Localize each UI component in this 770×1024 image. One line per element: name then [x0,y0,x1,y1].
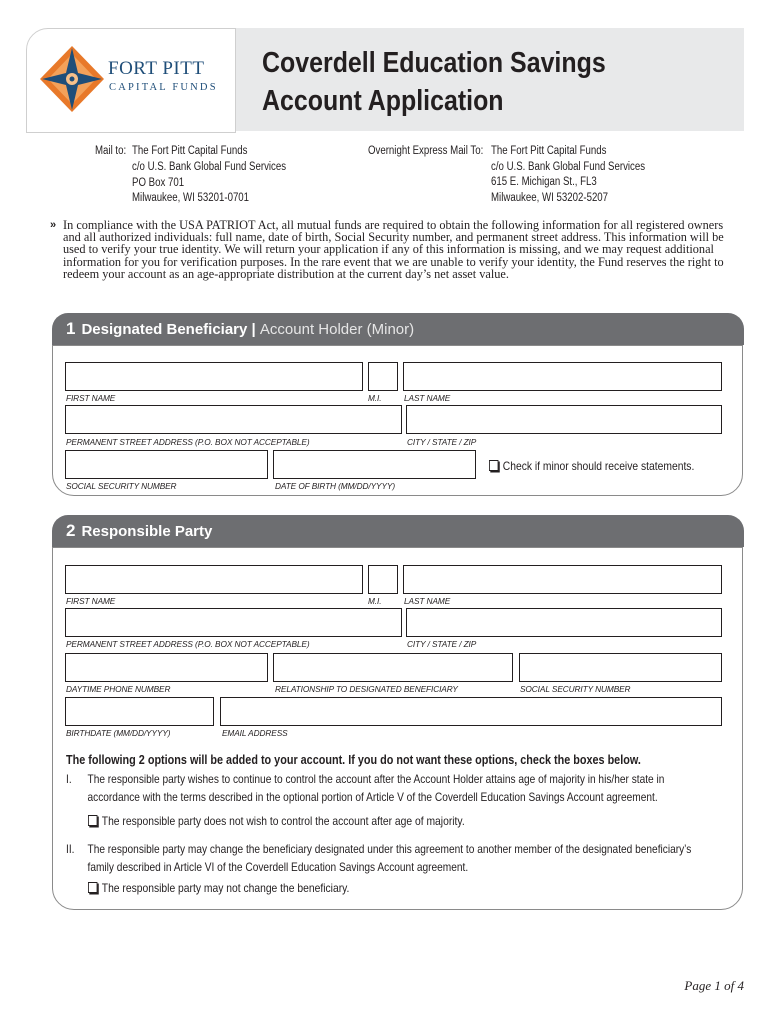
section-1-number: 1 [66,319,76,338]
responsible-phone-input[interactable] [65,653,268,682]
fort-pitt-logo-icon [38,44,106,114]
overnight-line: The Fort Pitt Capital Funds [491,145,607,157]
field-label: DATE OF BIRTH (MM/DD/YYYY) [275,481,396,491]
page-title [262,44,666,120]
field-label: SOCIAL SECURITY NUMBER [520,684,631,694]
field-label: LAST NAME [404,393,451,403]
responsible-last-name-input[interactable] [403,565,722,594]
no-control-checkbox[interactable] [88,814,465,828]
patriot-act-notice [50,219,740,280]
option-2-line-1: The responsible party may change the beneficiary designated under this agreement to another member of the designated beneficiary’s [87,842,692,856]
section-1-separator: | [247,321,260,338]
section-1-title-bold: Designated Beneficiary [81,321,248,338]
responsible-email-input[interactable] [220,697,722,726]
checkbox-label: Check if minor should receive statements. [502,459,695,473]
overnight-label: Overnight Express Mail To: [368,145,484,157]
beneficiary-address-input[interactable] [65,405,402,434]
field-label: SOCIAL SECURITY NUMBER [66,481,177,491]
option-2-line-2: family described in Article VI of the Coverdell Education Savings Account agreement. [87,859,469,874]
overnight-line: 615 E. Michigan St., FL3 [491,176,597,188]
relationship-input[interactable] [273,653,513,682]
page-number: Page 1 of 4 [684,978,744,993]
option-2-numeral: II. [66,842,75,856]
field-label: FIRST NAME [66,596,116,606]
option-1-line-1: The responsible party wishes to continue to control the account after the Account Holder attains age of majority in his/her state in [87,772,665,786]
responsible-address-input[interactable] [65,608,402,637]
overnight-address [491,144,645,206]
beneficiary-last-name-input[interactable] [403,362,722,391]
mail-line: Milwaukee, WI 53201-0701 [132,192,250,204]
mail-to-label: Mail to: [95,145,127,157]
beneficiary-city-input[interactable] [406,405,722,434]
logo-subtitle: CAPITAL FUNDS [109,82,218,93]
field-label: FIRST NAME [66,393,116,403]
beneficiary-ssn-input[interactable] [65,450,268,479]
section-2-number: 2 [66,521,76,540]
no-change-beneficiary-checkbox[interactable] [88,881,349,895]
checkbox-icon[interactable] [489,460,498,471]
field-label: DAYTIME PHONE NUMBER [66,684,171,694]
field-label: LAST NAME [404,596,451,606]
beneficiary-first-name-input[interactable] [65,362,363,391]
mail-line: c/o U.S. Bank Global Fund Services [132,161,287,173]
title-line-1: Coverdell Education Savings [262,47,606,79]
logo-name: FORT PITT [108,58,205,79]
responsible-ssn-input[interactable] [519,653,722,682]
mail-line: The Fort Pitt Capital Funds [132,145,248,157]
responsible-birthdate-input[interactable] [65,697,214,726]
section-2-title [66,515,212,548]
mail-to-address-rest [132,160,286,207]
responsible-first-name-input[interactable] [65,565,363,594]
mail-line: PO Box 701 [132,176,185,189]
options-heading: The following 2 options will be added to your account. If you do not want these options, check the boxes below. [66,753,641,767]
checkbox-label: The responsible party may not change the beneficiary. [101,881,350,895]
checkbox-label: The responsible party does not wish to control the account after age of majority. [101,814,465,828]
field-label: PERMANENT STREET ADDRESS (P.O. BOX NOT ACCEPTABLE) [66,437,310,447]
checkbox-icon[interactable] [88,815,97,826]
field-label: CITY / STATE / ZIP [407,639,477,649]
beneficiary-mi-input[interactable] [368,362,398,391]
field-label: M.I. [368,596,382,606]
responsible-mi-input[interactable] [368,565,398,594]
beneficiary-dob-input[interactable] [273,450,476,479]
field-label: RELATIONSHIP TO DESIGNATED BENEFICIARY [275,684,458,694]
option-1 [66,771,664,806]
option-1-line-2: accordance with the terms described in the optional portion of Article V of the Coverdell Education Savings Account agreement. [87,789,658,804]
overnight-line: Milwaukee, WI 53202-5207 [491,191,609,204]
section-2-title-bold: Responsible Party [81,523,213,540]
section-1-title-light: Account Holder (Minor) [259,321,415,338]
responsible-city-input[interactable] [406,608,722,637]
mail-to-address [132,144,247,160]
field-label: M.I. [368,393,382,403]
field-label: CITY / STATE / ZIP [407,437,477,447]
minor-statements-checkbox[interactable] [489,459,694,473]
section-1-title [66,313,414,346]
option-1-numeral: I. [66,772,72,786]
notice-arrow-icon: » [50,219,57,231]
field-label: EMAIL ADDRESS [222,728,288,738]
field-label: BIRTHDATE (MM/DD/YYYY) [66,728,171,738]
title-line-2: Account Application [262,85,504,117]
option-2 [66,841,691,876]
notice-text: In compliance with the USA PATRIOT Act, all mutual funds are required to obtain the following information for all registered owners and all authorized individuals: full name, date of birth, Social Security number, and permanent street address. This information will be used to verify your true identity. We will return your application if any of this information is missing, and we may request additional information for you for verification purposes. In the rare event that we are unable to verify your identity, the Fund reserves the right to redeem your account as an age-appropriate distribution at the current day’s net asset value. [63,218,724,281]
overnight-line: c/o U.S. Bank Global Fund Services [491,160,646,173]
field-label: PERMANENT STREET ADDRESS (P.O. BOX NOT ACCEPTABLE) [66,639,310,649]
checkbox-icon[interactable] [88,882,97,893]
